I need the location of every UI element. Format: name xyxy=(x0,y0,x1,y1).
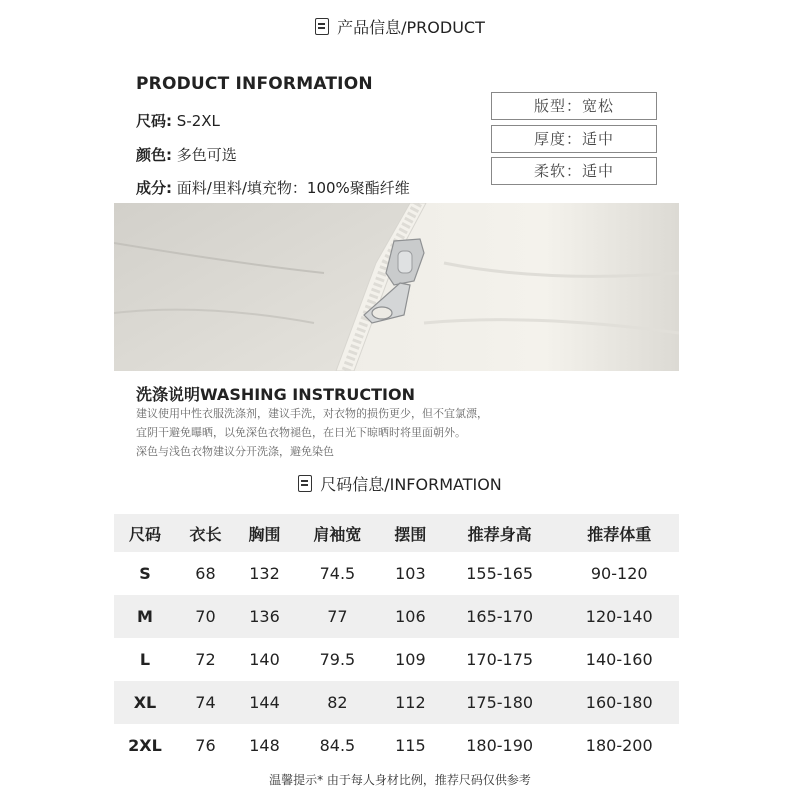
table-cell: 115 xyxy=(395,736,426,755)
table-cell: 165-170 xyxy=(440,595,560,638)
table-cell: 106 xyxy=(381,595,440,638)
table-cell: 148 xyxy=(249,736,280,755)
washing-line: 宜阴干避免曝晒，以免深色衣物褪色，在日光下晾晒时将里面朝外。 xyxy=(136,426,466,439)
table-cell: 175-180 xyxy=(440,681,560,724)
product-info-heading: PRODUCT INFORMATION xyxy=(136,74,373,94)
table-row xyxy=(114,724,679,767)
washing-title: 洗涤说明WASHING INSTRUCTION xyxy=(136,385,415,404)
size-label-cell: M xyxy=(114,595,176,638)
product-section-label: 产品信息/PRODUCT xyxy=(337,18,485,37)
table-cell: 112 xyxy=(381,681,440,724)
table-cell: 180-190 xyxy=(466,736,534,755)
info-row-material xyxy=(136,177,410,198)
column-header: 胸围 xyxy=(235,514,294,552)
size-label-cell: L xyxy=(139,650,151,669)
info-value: 面料/里料/填充物：100%聚酯纤维 xyxy=(176,179,410,197)
size-section-title xyxy=(0,472,800,495)
tag-softness: 柔软：适中 xyxy=(491,157,657,185)
info-key: 成分 xyxy=(136,179,167,197)
column-header: 尺码 xyxy=(114,514,176,552)
info-row-color xyxy=(136,144,237,165)
table-cell: 140-160 xyxy=(585,650,653,669)
size-table-header-row xyxy=(114,514,679,552)
product-zipper-photo xyxy=(114,203,679,371)
info-value: S-2XL xyxy=(176,112,220,130)
size-table xyxy=(114,514,679,767)
table-cell: 155-165 xyxy=(466,564,534,583)
table-row xyxy=(114,595,679,638)
table-cell: 120-140 xyxy=(559,595,679,638)
table-cell: 140 xyxy=(249,650,280,669)
column-header: 肩袖宽 xyxy=(294,514,381,552)
table-cell: 132 xyxy=(249,564,280,583)
column-header: 衣长 xyxy=(176,514,235,552)
table-row xyxy=(114,681,679,724)
column-header: 推荐身高 xyxy=(440,514,560,552)
table-cell: 136 xyxy=(235,595,294,638)
table-cell: 79.5 xyxy=(319,650,356,669)
document-icon xyxy=(315,18,329,35)
info-sep: : xyxy=(166,112,173,130)
table-cell: 72 xyxy=(195,650,216,669)
info-row-size xyxy=(136,110,220,131)
table-cell: 160-180 xyxy=(559,681,679,724)
column-header: 推荐体重 xyxy=(559,514,679,552)
info-sep: : xyxy=(166,179,173,197)
column-header: 摆围 xyxy=(381,514,440,552)
tag-fit: 版型：宽松 xyxy=(491,92,657,120)
size-label-cell: S xyxy=(139,564,151,583)
info-key: 尺码 xyxy=(136,112,167,130)
table-cell: 74 xyxy=(176,681,235,724)
info-key: 颜色 xyxy=(136,146,167,164)
footer-note: 温馨提示* 由于每人身材比例，推荐尺码仅供参考 xyxy=(269,773,531,787)
table-cell: 77 xyxy=(294,595,381,638)
table-cell: 90-120 xyxy=(590,564,648,583)
info-value: 多色可选 xyxy=(176,146,237,164)
table-cell: 144 xyxy=(235,681,294,724)
table-cell: 180-200 xyxy=(585,736,653,755)
zipper-illustration xyxy=(114,203,679,371)
table-cell: 76 xyxy=(195,736,216,755)
table-cell: 82 xyxy=(294,681,381,724)
table-cell: 68 xyxy=(195,564,216,583)
document-icon xyxy=(298,475,312,492)
washing-line: 深色与浅色衣物建议分开洗涤，避免染色 xyxy=(136,445,334,458)
table-cell: 70 xyxy=(176,595,235,638)
product-section-title xyxy=(0,15,800,38)
washing-line: 建议使用中性衣服洗涤剂，建议手洗，对衣物的损伤更少，但不宜氯漂， xyxy=(136,407,488,420)
table-cell: 170-175 xyxy=(466,650,534,669)
table-cell: 84.5 xyxy=(319,736,356,755)
table-cell: 103 xyxy=(395,564,426,583)
table-row xyxy=(114,638,679,681)
table-cell: 74.5 xyxy=(319,564,356,583)
table-cell: 109 xyxy=(395,650,426,669)
tag-thickness: 厚度：适中 xyxy=(491,125,657,153)
table-row xyxy=(114,552,679,595)
size-label-cell: XL xyxy=(114,681,176,724)
size-label-cell: 2XL xyxy=(128,736,162,755)
size-section-label: 尺码信息/INFORMATION xyxy=(320,475,502,494)
info-sep: : xyxy=(166,146,173,164)
